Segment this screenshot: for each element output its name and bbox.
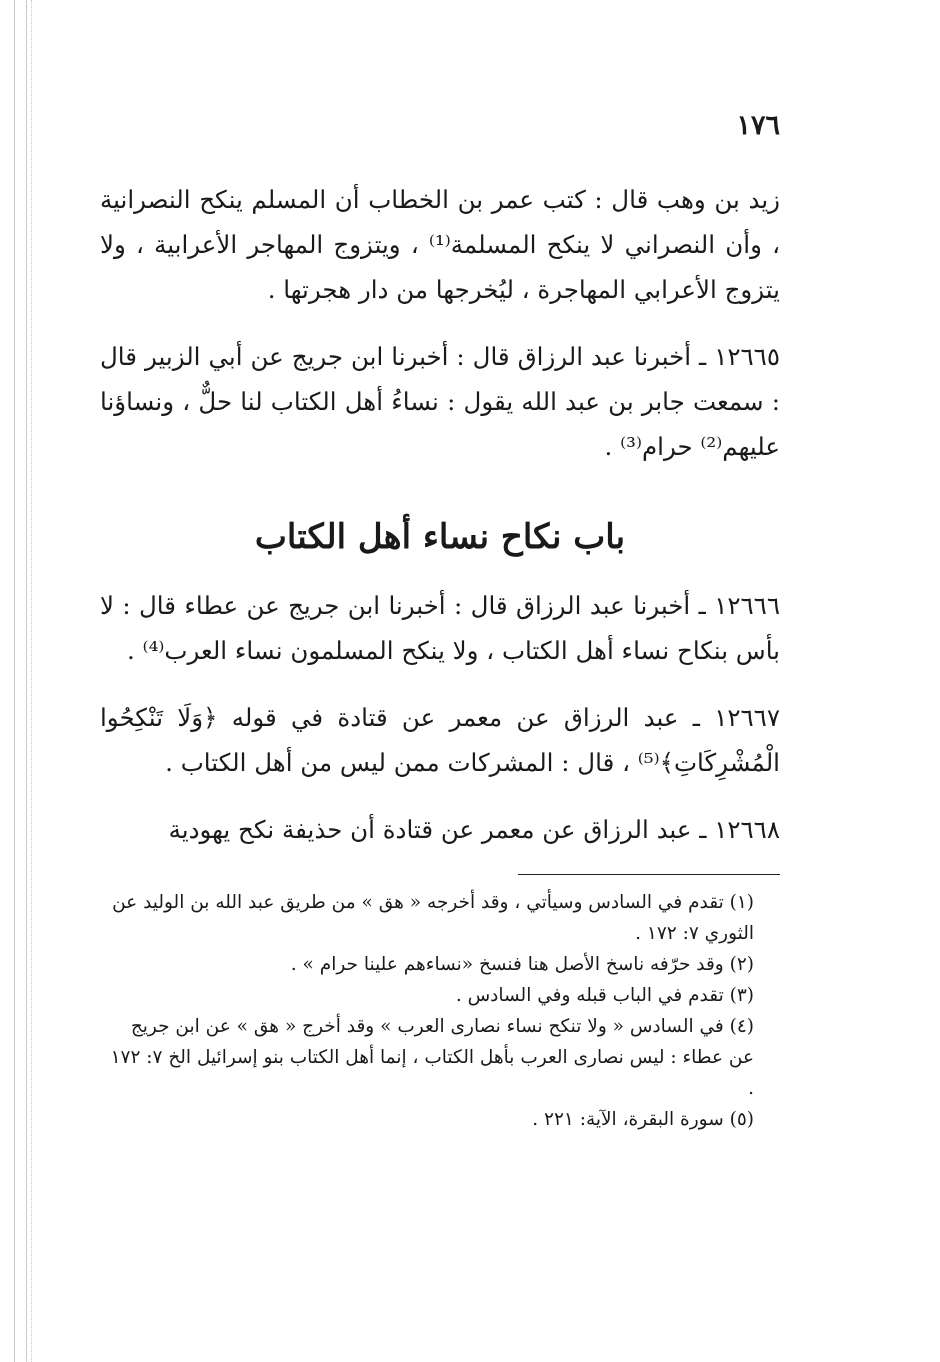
footnote-3: (٣) تقدم في الباب قبله وفي السادس . bbox=[455, 985, 754, 1006]
binding-line bbox=[26, 0, 27, 1362]
footnote-2: (٢) وقد حرّفه ناسخ الأصل هنا فنسخ «نساءهم علينا حرام » . bbox=[290, 954, 754, 975]
footnote-divider bbox=[518, 874, 780, 875]
page-body bbox=[100, 110, 780, 1135]
hadith-12665: ١٢٦٦٥ ـ أخبرنا عبد الرزاق قال : أخبرنا ابن جريج عن أبي الزبير قال : سمعت جابر بن عبد الله يقول : نساءُ أهل الكتاب لنا حلٌّ ، ونساؤنا عليهم⁽²⁾ حرام⁽³⁾ . bbox=[100, 342, 780, 461]
chapter-heading: باب نكاح نساء أهل الكتاب bbox=[254, 517, 626, 557]
hadith-12666: ١٢٦٦٦ ـ أخبرنا عبد الرزاق قال : أخبرنا ابن جريج عن عطاء قال : لا بأس بنكاح نساء أهل الكتاب ، ولا ينكح المسلمون نساء العرب⁽⁴⁾ . bbox=[100, 591, 780, 665]
footnote-5: (٥) سورة البقرة، الآية: ٢٢١ . bbox=[532, 1109, 754, 1130]
footnote-4: (٤) في السادس « ولا تنكح نساء نصارى العرب » وقد أخرج « هق » عن ابن جريج عن عطاء : ليس نصارى العرب بأهل الكتاب ، إنما أهل الكتاب بنو إسرائيل الخ ٧: ١٧٢ . bbox=[110, 1016, 754, 1099]
binding-line bbox=[31, 0, 32, 1362]
binding-line bbox=[14, 0, 15, 1362]
hadith-12667: ١٢٦٦٧ ـ عبد الرزاق عن معمر عن قتادة في قوله ﴿وَلَا تَنْكِحُوا الْمُشْرِكَاتِ﴾⁽⁵⁾ ، قال : المشركات ممن ليس من أهل الكتاب . bbox=[100, 703, 780, 777]
footnote-1: (١) تقدم في السادس وسيأتي ، وقد أخرجه « هق » من طريق عبد الله بن الوليد عن الثوري ٧: ١٧٢ . bbox=[112, 892, 754, 944]
hadith-12668: ١٢٦٦٨ ـ عبد الرزاق عن معمر عن قتادة أن حذيفة نكح يهودية bbox=[168, 815, 780, 844]
page-number: ١٧٦ bbox=[736, 110, 780, 141]
paragraph: زيد بن وهب قال : كتب عمر بن الخطاب أن المسلم ينكح النصرانية ، وأن النصراني لا ينكح المسلمة⁽¹⁾ ، ويتزوج المهاجر الأعرابية ، ولا يتزوج الأعرابي المهاجرة ، ليُخرجها من دار هجرتها . bbox=[100, 185, 780, 304]
